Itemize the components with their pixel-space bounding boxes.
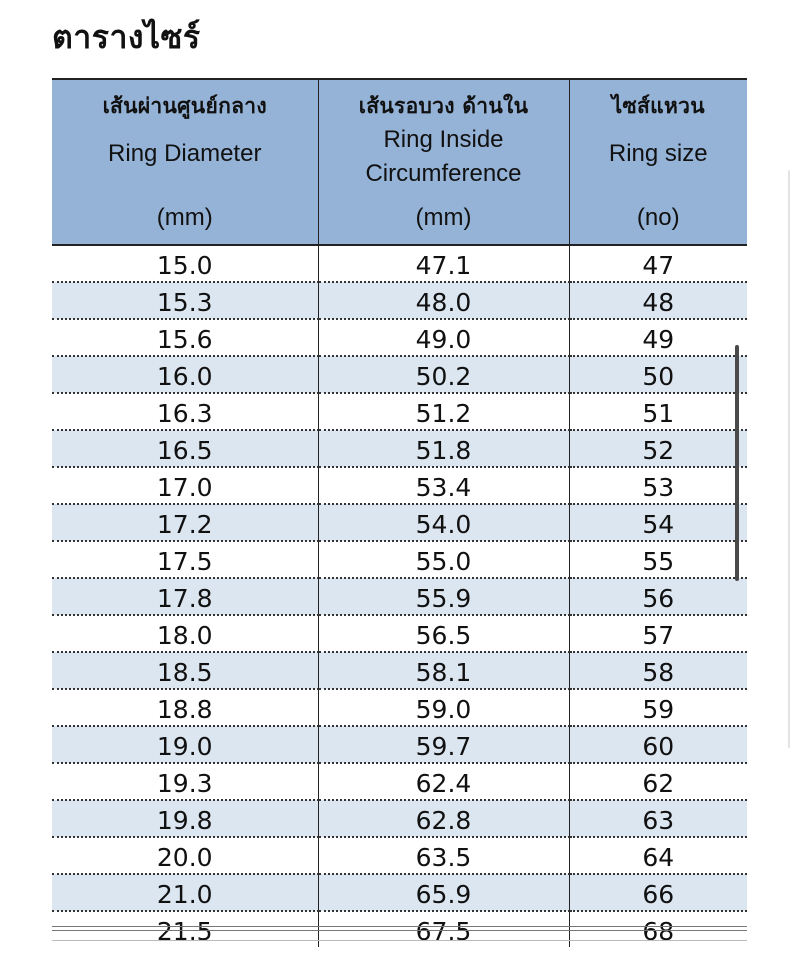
cell-diameter: 16.5	[52, 430, 318, 467]
table-bottom-edge	[52, 940, 747, 941]
cell-size: 64	[569, 837, 747, 874]
cell-circumference: 65.9	[318, 874, 569, 911]
header-circumference-thai: เส้นรอบวง ด้านใน	[358, 94, 529, 118]
cell-diameter: 15.6	[52, 319, 318, 356]
cell-size: 51	[569, 393, 747, 430]
table-row	[52, 837, 747, 874]
cell-circumference: 56.5	[318, 615, 569, 652]
cell-diameter: 17.2	[52, 504, 318, 541]
cell-size: 49	[569, 319, 747, 356]
table-row	[52, 800, 747, 837]
table-row	[52, 763, 747, 800]
cell-size: 56	[569, 578, 747, 615]
cell-circumference: 58.1	[318, 652, 569, 689]
table-row	[52, 356, 747, 393]
cell-circumference: 63.5	[318, 837, 569, 874]
table-row	[52, 689, 747, 726]
ring-size-table-container	[52, 78, 747, 947]
table-row	[52, 726, 747, 763]
header-circumference-unit: (mm)	[415, 204, 472, 231]
cell-size: 58	[569, 652, 747, 689]
table-row	[52, 245, 747, 282]
cell-circumference: 51.8	[318, 430, 569, 467]
cell-size: 62	[569, 763, 747, 800]
cell-size: 57	[569, 615, 747, 652]
table-row	[52, 652, 747, 689]
cell-diameter: 16.3	[52, 393, 318, 430]
header-ring-size	[569, 79, 747, 245]
cell-circumference: 54.0	[318, 504, 569, 541]
cell-diameter: 17.8	[52, 578, 318, 615]
table-header	[52, 79, 747, 245]
table-row	[52, 578, 747, 615]
cell-size: 60	[569, 726, 747, 763]
cell-size: 53	[569, 467, 747, 504]
cell-circumference: 55.9	[318, 578, 569, 615]
table-row	[52, 504, 747, 541]
cell-diameter: 19.0	[52, 726, 318, 763]
cell-size: 68	[569, 911, 747, 947]
cell-size: 47	[569, 245, 747, 282]
table-body	[52, 245, 747, 947]
cell-size: 59	[569, 689, 747, 726]
header-ring-circumference	[318, 79, 569, 245]
cell-circumference: 51.2	[318, 393, 569, 430]
cell-size: 52	[569, 430, 747, 467]
cell-diameter: 20.0	[52, 837, 318, 874]
table-row	[52, 467, 747, 504]
cell-diameter: 18.5	[52, 652, 318, 689]
page-title: ตารางไซร์	[52, 18, 201, 56]
header-diameter-english: Ring Diameter	[108, 140, 262, 167]
header-size-english: Ring size	[608, 140, 708, 167]
table-row	[52, 319, 747, 356]
image-scroll-indicator[interactable]	[735, 345, 739, 581]
cell-diameter: 15.3	[52, 282, 318, 319]
cell-circumference: 48.0	[318, 282, 569, 319]
cell-circumference: 50.2	[318, 356, 569, 393]
cell-circumference: 62.8	[318, 800, 569, 837]
table-row	[52, 282, 747, 319]
header-row	[52, 79, 747, 245]
header-size-thai: ไซส์แหวน	[611, 94, 705, 118]
cell-diameter: 19.8	[52, 800, 318, 837]
cell-diameter: 15.0	[52, 245, 318, 282]
header-size-unit: (no)	[636, 204, 680, 231]
cell-diameter: 21.0	[52, 874, 318, 911]
cell-diameter: 18.0	[52, 615, 318, 652]
table-row	[52, 393, 747, 430]
cell-diameter: 19.3	[52, 763, 318, 800]
header-ring-diameter	[52, 79, 318, 245]
ring-size-table	[52, 78, 747, 947]
cell-circumference: 67.5	[318, 911, 569, 947]
table-row	[52, 874, 747, 911]
cell-circumference: 49.0	[318, 319, 569, 356]
cell-circumference: 47.1	[318, 245, 569, 282]
cell-size: 54	[569, 504, 747, 541]
cell-circumference: 59.0	[318, 689, 569, 726]
table-row	[52, 541, 747, 578]
table-row	[52, 615, 747, 652]
cell-diameter: 17.0	[52, 467, 318, 504]
cell-circumference: 59.7	[318, 726, 569, 763]
cell-diameter: 17.5	[52, 541, 318, 578]
cell-diameter: 18.8	[52, 689, 318, 726]
header-diameter-unit: (mm)	[156, 204, 213, 231]
cell-size: 66	[569, 874, 747, 911]
cell-size: 63	[569, 800, 747, 837]
cell-diameter: 21.5	[52, 911, 318, 947]
header-diameter-thai: เส้นผ่านศูนย์กลาง	[102, 94, 267, 118]
cell-size: 48	[569, 282, 747, 319]
cell-circumference: 53.4	[318, 467, 569, 504]
cell-circumference: 55.0	[318, 541, 569, 578]
header-circumference-english: Ring Inside Circumference	[365, 126, 522, 187]
cell-diameter: 16.0	[52, 356, 318, 393]
cell-size: 55	[569, 541, 747, 578]
cell-circumference: 62.4	[318, 763, 569, 800]
cell-size: 50	[569, 356, 747, 393]
table-row	[52, 430, 747, 467]
table-bottom-rule	[52, 926, 747, 931]
page-scrollbar-track[interactable]	[788, 170, 790, 748]
